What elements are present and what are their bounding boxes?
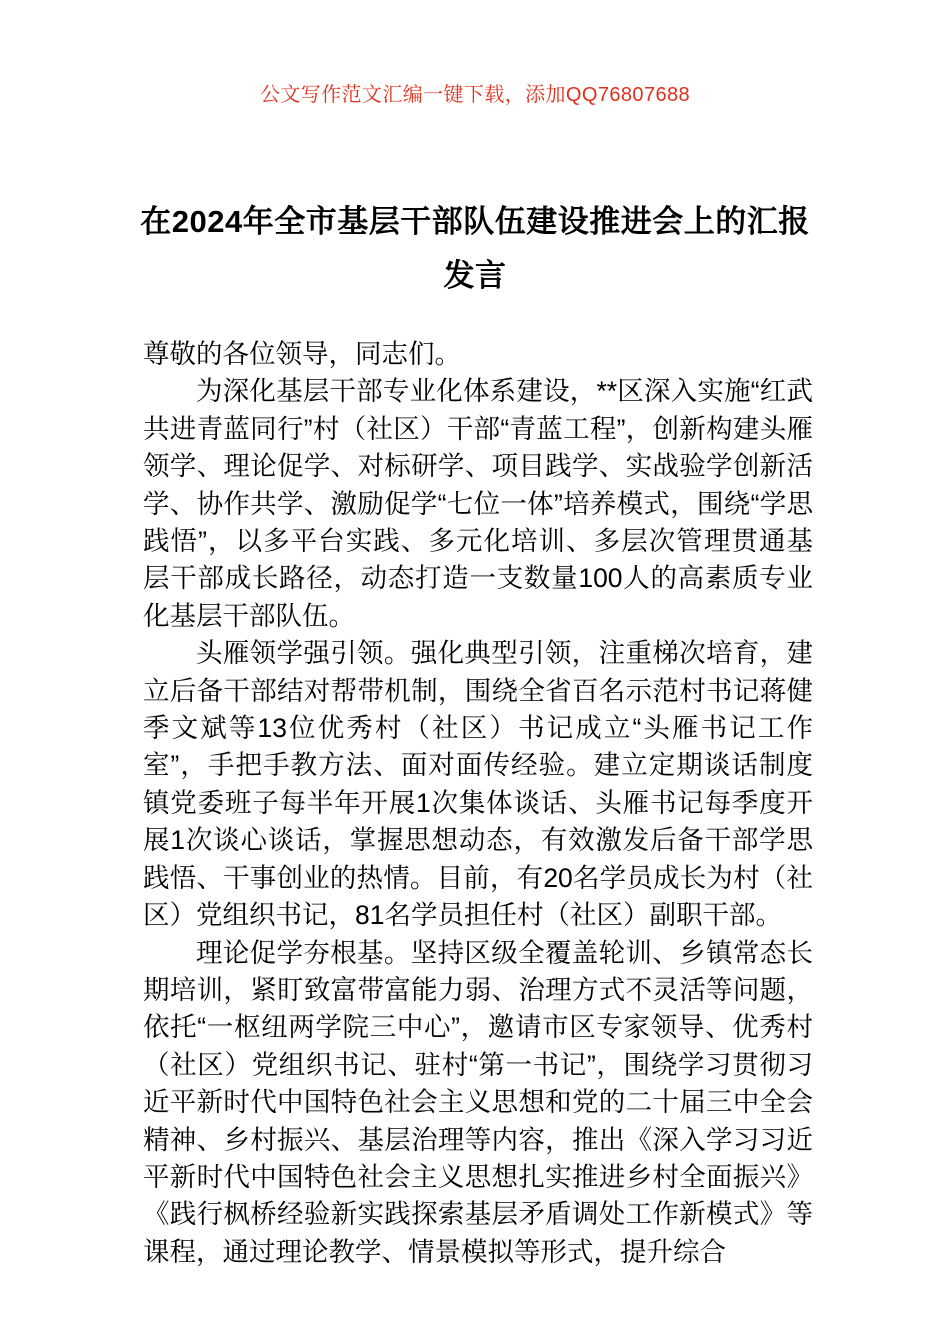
promo-banner-text: 公文写作范文汇编一键下载，添加QQ76807688 bbox=[259, 84, 691, 106]
paragraph-salutation: 尊敬的各位领导，同志们。 bbox=[143, 339, 461, 369]
paragraph-lilun-cuxue: 理论促学夯根基。坚持区级全覆盖轮训、乡镇常态长期培训，紧盯致富带富能力弱、治理方式不灵活等问题，依托“一枢纽两学院三中心”，邀请市区专家领导、优秀村（社区）党组织书记、驻村“第一书记”，围绕学习贯彻习近平新时代中国特色社会主义思想和党的二十届三中全会精神、乡村振兴、基层治理等内容，推出《深入学习习近平新时代中国特色社会主义思想扎实推进乡村全面振兴》《践行枫桥经验新实践探索基层矛盾调处工作新模式》等课程，通过理论教学、情景模拟等形式，提升综合 bbox=[143, 937, 813, 1267]
paragraph-touyan-lingxue: 头雁领学强引领。强化典型引领，注重梯次培育，建立后备干部结对帮带机制，围绕全省百名示范村书记蒋健季文斌等13位优秀村（社区）书记成立“头雁书记工作室”，手把手教方法、面对面传经验。建立定期谈话制度镇党委班子每半年开展1次集体谈话、头雁书记每季度开展1次谈心谈话，掌握思想动态，有效激发后备干部学思践悟、干事创业的热情。目前，有20名学员成长为村（社区）党组织书记，81名学员担任村（社区）副职干部。 bbox=[143, 638, 813, 931]
paragraph-overview: 为深化基层干部专业化体系建设，**区深入实施“红武共进青蓝同行”村（社区）干部“青蓝工程”，创新构建头雁领学、理论促学、对标研学、项目践学、实战验学创新活学、协作共学、激励促学“七位一体”培养模式，围绕“学思践悟”，以多平台实践、多元化培训、多层次管理贯通基层干部成长路径，动态打造一支数量100人的高素质专业化基层干部队伍。 bbox=[143, 376, 813, 631]
document-body bbox=[143, 336, 813, 1271]
page-title: 在2024年全市基层干部队伍建设推进会上的汇报发言 bbox=[140, 203, 810, 293]
